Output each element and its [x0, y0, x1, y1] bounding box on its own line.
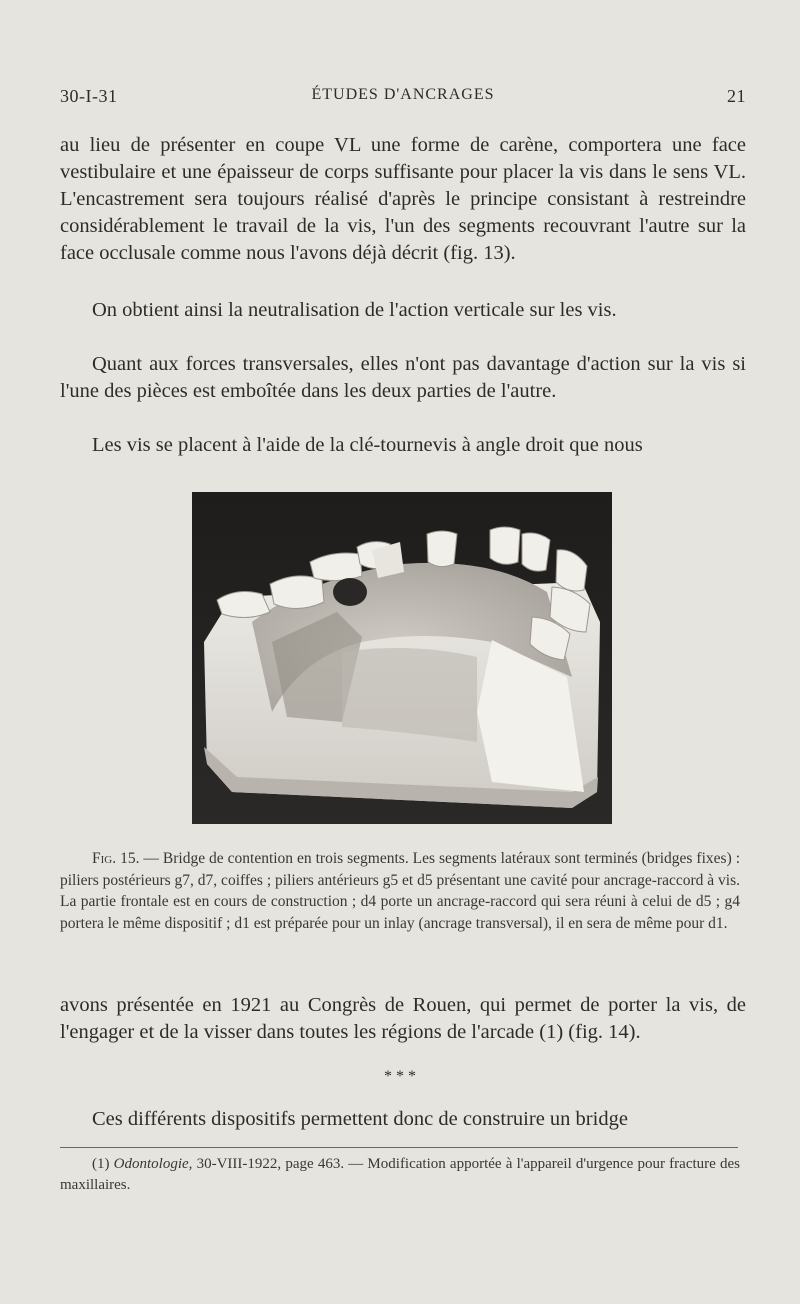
paragraph-6: Ces différents dispositifs permettent donc de construire un bridge — [92, 1108, 628, 1130]
footnote-marker: (1) — [92, 1156, 114, 1172]
footnote-text: 30-VIII-1922, page 463. — Modification apportée à l'appareil d'urgence pour fracture des maxillaires. — [60, 1156, 740, 1193]
header-date: 30-I-31 — [60, 86, 118, 106]
figure-photo-dental-model — [192, 492, 612, 824]
paragraph-3: Quant aux forces transversales, elles n'ont pas davantage d'action sur la vis si l'une des pièces est emboîtée dans les deux parties de l'autre. — [60, 353, 746, 402]
paragraph-5: avons présentée en 1921 au Congrès de Rouen, qui permet de porter la vis, de l'engager et de la visser dans toutes les régions de l'arcade (1) (fig. 14). — [60, 994, 746, 1043]
footnote — [60, 1154, 740, 1196]
footnote-divider — [60, 1147, 738, 1148]
section-separator-asterism: * * * — [384, 1068, 416, 1085]
dental-model-illustration — [192, 492, 612, 824]
running-header — [60, 86, 746, 110]
figure-label: Fig. 15. — [92, 850, 140, 867]
paragraph-2: On obtient ainsi la neutralisation de l'action verticale sur les vis. — [92, 299, 617, 321]
paragraph-4: Les vis se placent à l'aide de la clé-tournevis à angle droit que nous — [92, 434, 643, 456]
header-title: ÉTUDES D'ANCRAGES — [311, 86, 495, 103]
figure-caption — [60, 848, 740, 934]
figure-caption-text: — Bridge de contention en trois segments. Les segments latéraux sont terminés (bridges fixes) : piliers postérieurs g7, d7, coiffes ; piliers antérieurs g5 et d5 présentant une cavité pour ancrage-raccord à vis. La partie frontale est en cours de construction ; d4 porte un ancrage-raccord qui sera réuni à celui de d5 ; g4 portera le même dispositif ; d1 est préparée pour un inlay (ancrage transversal), il en sera de même pour d1. — [60, 850, 740, 932]
page-number: 21 — [727, 86, 746, 106]
footnote-journal: Odontologie, — [113, 1156, 193, 1172]
paragraph-1: au lieu de présenter en coupe VL une forme de carène, comportera une face vestibulaire et une épaisseur de corps suffisante pour placer la vis dans le sens VL. L'encastrement sera toujours réalisé d'après le principe consistant à restreindre considérablement le travail de la vis, l'un des segments recouvrant l'autre sur la face occlusale comme nous l'avons déjà décrit (fig. 13). — [60, 134, 746, 264]
